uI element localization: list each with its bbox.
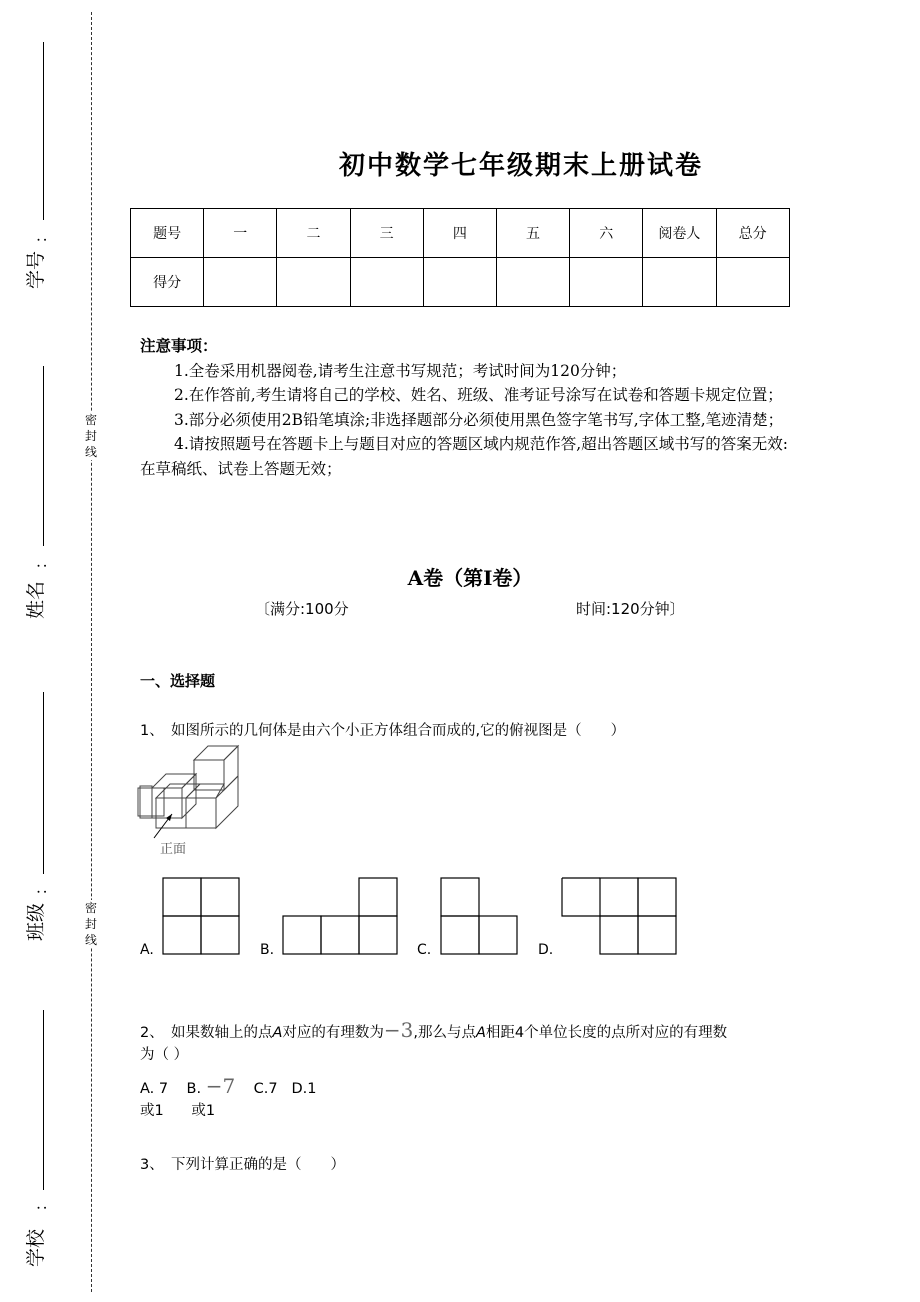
- question-2-mid1: 对应的有理数为: [282, 1025, 384, 1041]
- exam-title: 初中数学七年级期末上册试卷: [338, 151, 703, 181]
- score-cell[interactable]: [204, 258, 277, 307]
- question-2-value: −3: [383, 1018, 414, 1042]
- score-header-cell: 题号: [131, 209, 204, 258]
- school-label: 学校: [24, 1228, 47, 1267]
- note-item: 1.全卷采用机器阅卷,请考生注意书写规范；考试时间为120分钟；: [174, 361, 627, 380]
- student-id-line[interactable]: [43, 42, 44, 220]
- option-d-label[interactable]: D.: [538, 942, 554, 958]
- score-cell[interactable]: [496, 258, 569, 307]
- name-colon: ：: [31, 553, 51, 570]
- question-3-text: 3、 下列计算正确的是（ ）: [140, 1157, 345, 1173]
- score-header-cell: 阅卷人: [643, 209, 716, 258]
- option-a-label[interactable]: A.: [140, 942, 154, 958]
- question-2-text: [140, 1018, 727, 1045]
- score-cell[interactable]: [277, 258, 350, 307]
- q2-option-a[interactable]: A. 7: [140, 1081, 169, 1097]
- exam-notes: [140, 334, 790, 481]
- score-header-cell: 三: [350, 209, 423, 258]
- question-2-mid2: ,那么与点: [413, 1025, 476, 1041]
- question-2-pre: 2、 如果数轴上的点: [140, 1025, 273, 1041]
- score-row-label: 得分: [131, 258, 204, 307]
- question-1-solid-figure: [130, 742, 250, 862]
- option-a-figure: [162, 877, 242, 955]
- score-table-header-row: [131, 209, 790, 258]
- exam-time: 时间:120分钟〕: [576, 600, 685, 618]
- score-header-cell: 六: [570, 209, 643, 258]
- score-table-score-row: [131, 258, 790, 307]
- seal-text-top: 密封线: [84, 413, 97, 459]
- section-choice-title: 一、选择题: [140, 672, 216, 690]
- school-line[interactable]: [43, 1010, 44, 1190]
- score-header-cell: 五: [496, 209, 569, 258]
- q2-option-d[interactable]: D.1: [291, 1081, 317, 1097]
- class-line[interactable]: [43, 692, 44, 874]
- question-2-post: 相距4个单位长度的点所对应的有理数: [485, 1025, 728, 1041]
- question-2-line2: 为（ ）: [140, 1047, 189, 1063]
- option-c-figure: [440, 877, 520, 955]
- score-cell[interactable]: [570, 258, 643, 307]
- seal-text-bottom: 密封线: [84, 901, 97, 947]
- question-1-text: 1、 如图所示的几何体是由六个小正方体组合而成的,它的俯视图是（ ）: [140, 723, 626, 739]
- front-view-label: 正面: [160, 842, 187, 857]
- score-header-cell: 总分: [716, 209, 789, 258]
- question-2-point-2: A: [476, 1025, 486, 1041]
- q2-option-b[interactable]: B.: [186, 1081, 202, 1097]
- seal-dashed-line: [91, 12, 92, 1292]
- score-cell[interactable]: [643, 258, 716, 307]
- class-label: 班级: [24, 902, 47, 941]
- note-item: 2.在作答前,考生请将自己的学校、姓名、班级、准考证号涂写在试卷和答题卡规定位置；: [174, 386, 783, 404]
- score-header-cell: 一: [204, 209, 277, 258]
- option-c-label[interactable]: C.: [417, 942, 432, 958]
- paper-section-title: A卷（第I卷）: [407, 566, 533, 590]
- option-b-label[interactable]: B.: [260, 942, 275, 958]
- q2-option-b-value: −7: [205, 1074, 236, 1098]
- student-id-label: 学号: [24, 250, 47, 289]
- question-2-point: A: [272, 1025, 283, 1041]
- notes-heading: 注意事项：: [140, 336, 218, 355]
- full-score: 〔满分:100分: [255, 600, 349, 618]
- score-header-cell: 二: [277, 209, 350, 258]
- class-colon: ：: [31, 879, 51, 896]
- student-id-colon: ：: [31, 227, 51, 244]
- score-table: [130, 208, 790, 307]
- note-item: 4.请按照题号在答题卡上与题目对应的答题区域内规范作答,超出答题区域书写的答案无效:在草稿纸、试卷上答题无效；: [140, 435, 788, 478]
- question-2-or-line: [140, 1099, 215, 1123]
- option-d-figure: [561, 877, 679, 955]
- q2-option-c[interactable]: C.7: [253, 1081, 278, 1097]
- q2-or-2: 或1: [191, 1103, 216, 1119]
- question-2-options: [140, 1074, 316, 1101]
- score-cell[interactable]: [716, 258, 789, 307]
- option-b-figure: [282, 877, 400, 955]
- name-label: 姓名: [24, 580, 47, 619]
- school-colon: ：: [31, 1195, 51, 1212]
- score-header-cell: 四: [423, 209, 496, 258]
- note-item: 3.部分必须使用2B铅笔填涂;非选择题部分必须使用黑色签字笔书写,字体工整,笔迹清楚；: [174, 410, 784, 429]
- q2-or-1: 或1: [140, 1103, 164, 1119]
- score-cell[interactable]: [350, 258, 423, 307]
- name-line[interactable]: [43, 366, 44, 546]
- score-cell[interactable]: [423, 258, 496, 307]
